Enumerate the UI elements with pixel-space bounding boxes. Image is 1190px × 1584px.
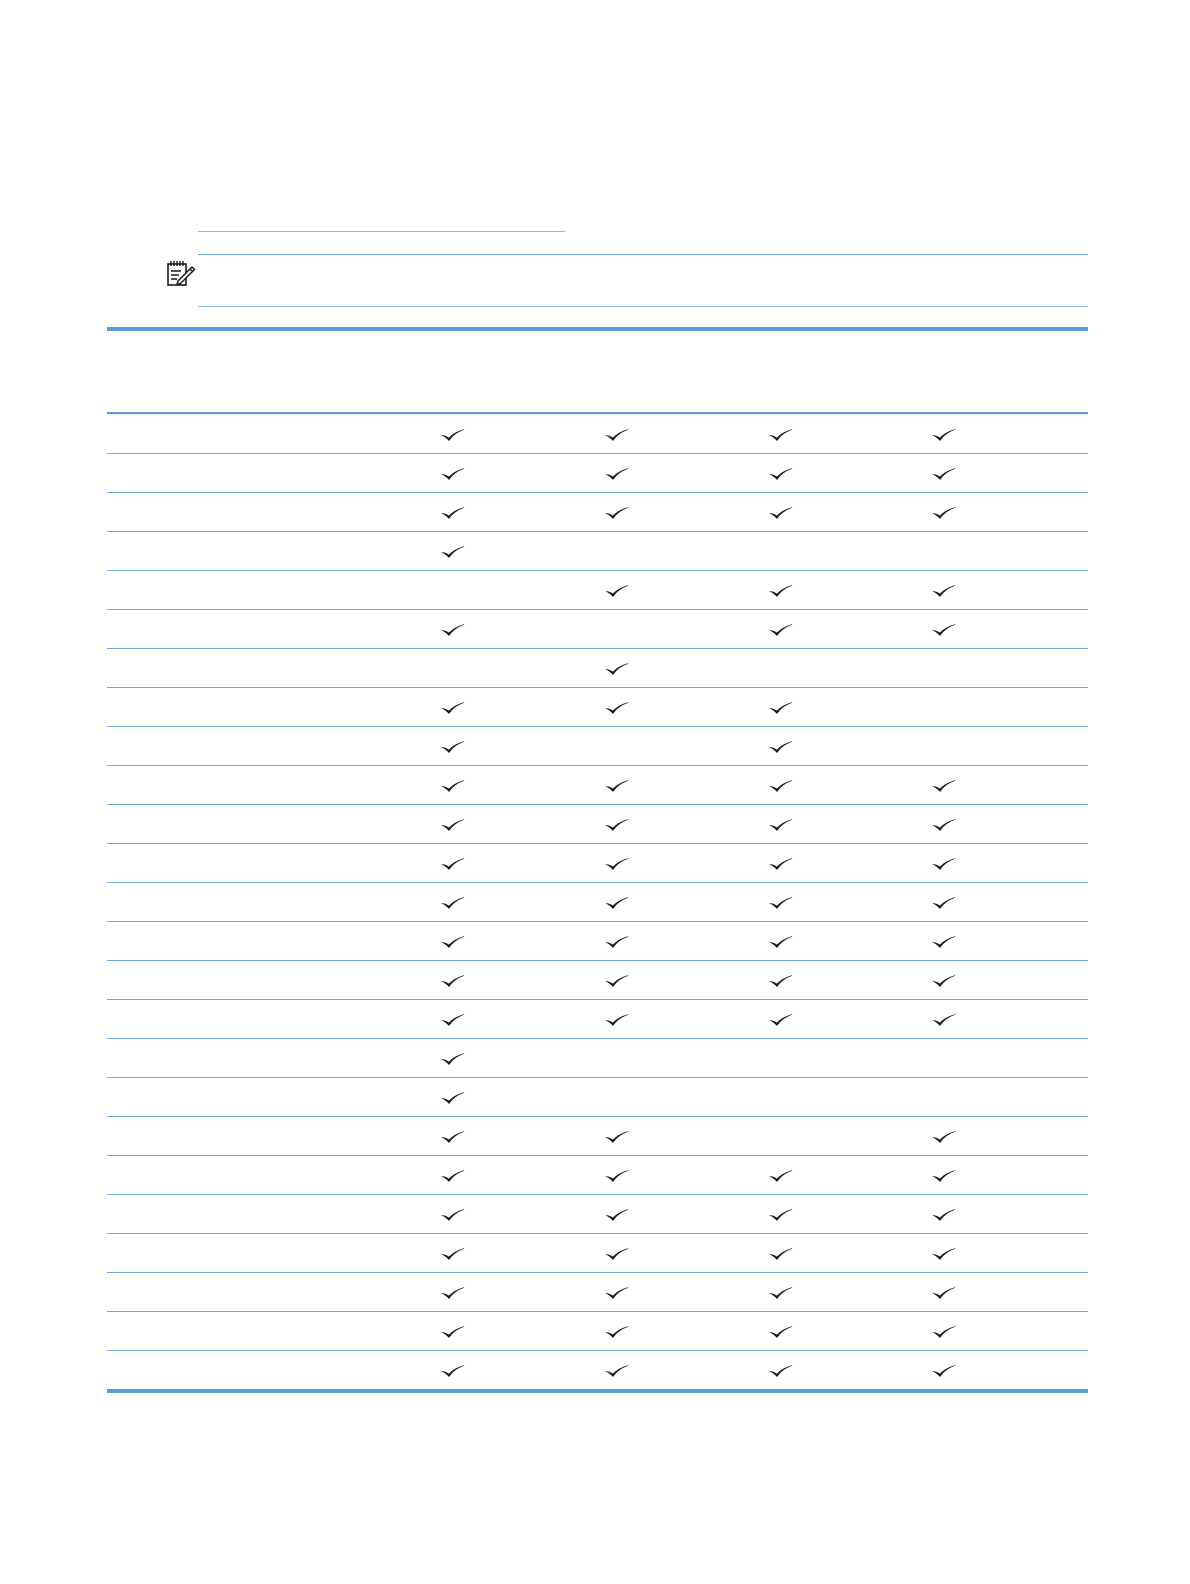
table-row-divider [107, 1155, 1088, 1156]
table-row-divider [107, 1311, 1088, 1312]
checkmark-icon [932, 1208, 956, 1222]
checkmark-icon [605, 1130, 629, 1144]
checkmark-icon [932, 1013, 956, 1027]
checkmark-icon [441, 935, 465, 949]
checkmark-icon [605, 1247, 629, 1261]
table-header-rule [107, 412, 1088, 414]
checkmark-icon [441, 1130, 465, 1144]
checkmark-icon [441, 779, 465, 793]
checkmark-icon [605, 467, 629, 481]
table-row-divider [107, 492, 1088, 493]
note-bottom-rule [198, 306, 1088, 307]
checkmark-icon [769, 896, 793, 910]
checkmark-icon [605, 584, 629, 598]
checkmark-icon [441, 974, 465, 988]
checkmark-icon [605, 1286, 629, 1300]
checkmark-icon [769, 1247, 793, 1261]
table-row-divider [107, 1038, 1088, 1039]
checkmark-icon [769, 779, 793, 793]
table-row-divider [107, 921, 1088, 922]
checkmark-icon [932, 974, 956, 988]
checkmark-icon [441, 1247, 465, 1261]
checkmark-icon [769, 1286, 793, 1300]
checkmark-icon [441, 1052, 465, 1066]
note-top-rule [198, 254, 1088, 255]
checkmark-icon [932, 779, 956, 793]
table-row-divider [107, 1233, 1088, 1234]
checkmark-icon [769, 818, 793, 832]
checkmark-icon [441, 428, 465, 442]
checkmark-icon [769, 701, 793, 715]
checkmark-icon [605, 974, 629, 988]
checkmark-icon [932, 506, 956, 520]
table-bottom-rule [107, 1389, 1088, 1393]
checkmark-icon [441, 818, 465, 832]
checkmark-icon [769, 428, 793, 442]
checkmark-icon [441, 1364, 465, 1378]
checkmark-icon [605, 779, 629, 793]
checkmark-icon [605, 428, 629, 442]
note-pencil-icon [166, 258, 196, 288]
checkmark-icon [441, 1286, 465, 1300]
checkmark-icon [605, 1169, 629, 1183]
table-row-divider [107, 765, 1088, 766]
checkmark-icon [769, 740, 793, 754]
checkmark-icon [932, 623, 956, 637]
table-row-divider [107, 1350, 1088, 1351]
table-row-divider [107, 570, 1088, 571]
checkmark-icon [932, 428, 956, 442]
checkmark-icon [605, 857, 629, 871]
checkmark-icon [932, 896, 956, 910]
checkmark-icon [769, 935, 793, 949]
table-row-divider [107, 1194, 1088, 1195]
checkmark-icon [769, 1169, 793, 1183]
checkmark-icon [932, 1130, 956, 1144]
checkmark-icon [605, 1325, 629, 1339]
checkmark-icon [605, 896, 629, 910]
checkmark-icon [932, 1169, 956, 1183]
checkmark-icon [932, 1247, 956, 1261]
checkmark-icon [932, 935, 956, 949]
checkmark-icon [605, 1364, 629, 1378]
table-row-divider [107, 726, 1088, 727]
checkmark-icon [769, 974, 793, 988]
checkmark-icon [605, 1013, 629, 1027]
checkmark-icon [605, 818, 629, 832]
checkmark-icon [605, 1208, 629, 1222]
table-row-divider [107, 609, 1088, 610]
checkmark-icon [441, 1091, 465, 1105]
checkmark-icon [932, 1286, 956, 1300]
table-row-divider [107, 804, 1088, 805]
table-row-divider [107, 960, 1088, 961]
table-row-divider [107, 648, 1088, 649]
table-row-divider [107, 999, 1088, 1000]
checkmark-icon [932, 1325, 956, 1339]
checkmark-icon [605, 506, 629, 520]
checkmark-icon [441, 623, 465, 637]
checkmark-icon [769, 1364, 793, 1378]
table-row-divider [107, 882, 1088, 883]
checkmark-icon [441, 857, 465, 871]
checkmark-icon [769, 1325, 793, 1339]
checkmark-icon [769, 1208, 793, 1222]
checkmark-icon [932, 1364, 956, 1378]
table-top-rule [107, 327, 1088, 331]
table-row-divider [107, 1272, 1088, 1273]
checkmark-icon [441, 506, 465, 520]
checkmark-icon [441, 545, 465, 559]
checkmark-icon [769, 584, 793, 598]
checkmark-icon [441, 1325, 465, 1339]
checkmark-icon [441, 467, 465, 481]
checkmark-icon [932, 584, 956, 598]
table-row-divider [107, 1116, 1088, 1117]
checkmark-icon [605, 662, 629, 676]
checkmark-icon [932, 467, 956, 481]
table-row-divider [107, 687, 1088, 688]
table-row-divider [107, 453, 1088, 454]
checkmark-icon [769, 857, 793, 871]
checkmark-icon [769, 1013, 793, 1027]
section-heading-rule [198, 231, 565, 232]
table-row-divider [107, 843, 1088, 844]
checkmark-icon [769, 506, 793, 520]
checkmark-icon [769, 623, 793, 637]
table-row-divider [107, 1077, 1088, 1078]
checkmark-icon [932, 857, 956, 871]
checkmark-icon [441, 896, 465, 910]
checkmark-icon [441, 740, 465, 754]
checkmark-icon [441, 1208, 465, 1222]
checkmark-icon [605, 935, 629, 949]
checkmark-icon [932, 818, 956, 832]
checkmark-icon [441, 1169, 465, 1183]
checkmark-icon [605, 701, 629, 715]
checkmark-icon [441, 1013, 465, 1027]
checkmark-icon [441, 701, 465, 715]
table-row-divider [107, 531, 1088, 532]
checkmark-icon [769, 467, 793, 481]
